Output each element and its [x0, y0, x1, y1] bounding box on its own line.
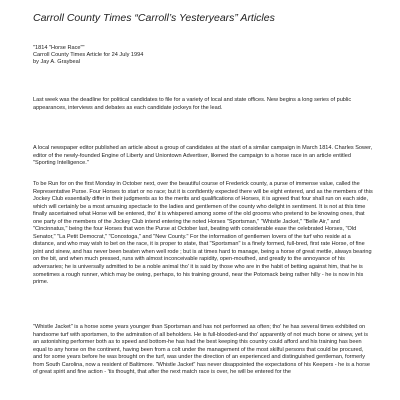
paragraph-whistle-jacket: "Whistle Jacket" is a horse some years younger than Sportsman and has not performed as often; tho' he has several times exhibited on handsome turf with sportsmen, to the admiration of all beholders. He is full-blooded-and tho' apparently of not much bone or sinew, yet is an astonishing performer both as to speed and bottom-he has had the best keeping this country could afford and his training has been equal to any horse on the continent, having been from a colt under the management of the most skilful persons that could be procured, and for some years before he was brought on the turf, was under the direction of an experienced and distinguished gentleman, formerly from South Carolina, now a resident of Baltimore. "Whistle Jacket" has never disappointed the expectations of his Keepers - he is a horse of great spirit and fine action - 'tis thought, that after the next match race is over, he will be entered for the — [33, 324, 370, 376]
article-headline: "1814 "Horse Race"" — [33, 45, 85, 51]
article-series-title: Carroll County Times “Carroll’s Yesteryears” Articles — [33, 12, 275, 24]
paragraph-context: A local newspaper editor published an article about a group of candidates at the start of a similar campaign in March 1814. Charles Sower, editor of the newly-founded Engine of Liberty and Uniontown Advertiser, likened the campaign to a horse race in an article entitled "Sporting Intelligence." — [33, 145, 373, 167]
article-source: Carroll County Times Article for 24 July 1994 — [33, 52, 144, 58]
article-meta — [33, 45, 373, 66]
paragraph-sporting-intelligence: To be Run for on the first Monday in October next, over the beautiful course of Frederick county, a purse of immense value, called the Representative Purse. Four Horses to start or no race; but it is confidently expected there will be eight entered, and as the members of this Jockey Club essentially differ in their judgments as to the merits and qualifications of Horses, it is agreed that four shall run on each side, which will certainly be a most amusing spectacle to the ladies and gentlemen of the county who delight in sentiment. It is not at this time finally ascertained what Horse will be entered, tho' it is whispered among some of the old grooms who pretend to be knowing ones, that one party of the members of the Jockey Club intend entering the noted Horses "Sportsman," "Whistle Jacket," "Belle Air," and "Cincinnatus," being the four Horses that won the Purse at October last, beating with considerable ease the celebrated Horses, "Old Senator," "La Petit Democrat," "Conostoga," and "New County." For the information of gentlemen lovers of the turf who reside at a distance, and who may wish to bet on the race, it is proper to state, that "Sportsman" is a finely formed, full-bred, first rate Horse, of fine joint and sinew, and has never been beaten when well rode ; but is at times hard to manage, being a horse of great mettle, always bearing on the bit, and when much pressed, runs with almost inconceivable rapidity, open-mouthed, and greatly to the annoyance of his adversaries; he is universally admitted to be a noble animal tho' it is said by those who are in the habit of betting against him, that he is sometimes a rough runner, which may be owing, perhaps, to his training ground, near the Potomack being rather hilly - he is now in his prime. — [33, 181, 373, 286]
article-byline: by Jay A. Graybeal — [33, 59, 80, 65]
paragraph-intro: Last week was the deadline for political candidates to file for a variety of local and state offices. New begins a long series of public appearances, interviews and debates as each candidate jockeys for the lead. — [33, 97, 352, 111]
